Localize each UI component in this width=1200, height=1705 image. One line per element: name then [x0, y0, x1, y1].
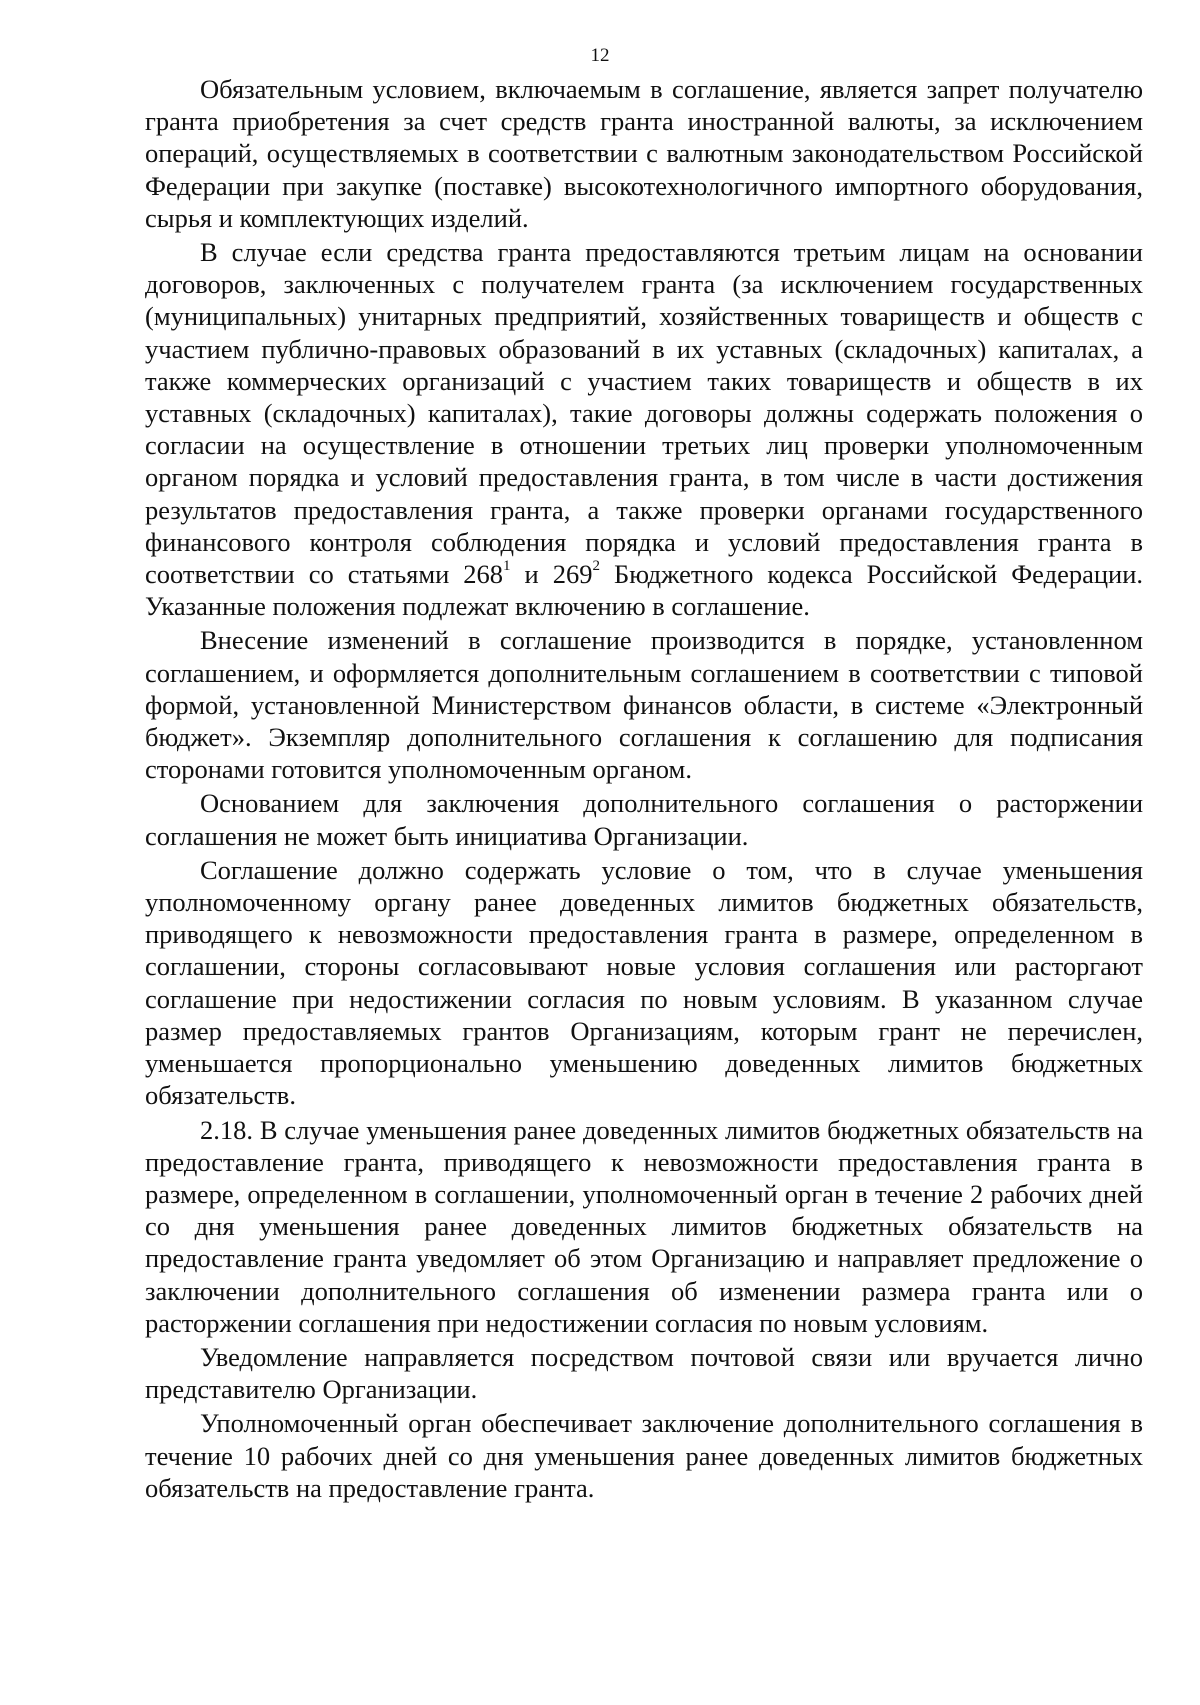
paragraph-text: 2.18. В случае уменьшения ранее доведенных лимитов бюджетных обязательств на предоставление гранта, приводящего к невозможности предоставления гранта в размере, определенном в соглашении, уполномоченный орган в течение 2 рабочих дней со дня уменьшения ранее доведенных лимитов бюджетных обязательств на предоставление гранта уведомляет об этом Организацию и направляет предложение о заключении дополнительного соглашения об изменении размера гранта или о расторжении соглашения при недостижении согласия по новым условиям.: [145, 1114, 1143, 1338]
paragraph-text: Основанием для заключения дополнительного соглашения о расторжении соглашения не может быть инициатива Организации.: [145, 788, 1143, 851]
article-superscript: 1: [503, 558, 511, 575]
paragraph-text: Бюджетного кодекса Российской Федерации. Указанные положения подлежат включению в соглашение.: [145, 559, 1144, 622]
paragraph-text: и 269: [510, 559, 593, 590]
paragraph-text: В случае если средства гранта предоставляются третьим лицам на основании договоров, заключенных с получателем гранта (за исключением государственных (муниципальных) унитарных предприятий, хозяйственных товариществ и обществ с участием публично-правовых образований в их уставных (складочных) капиталах, а также коммерческих организаций с участием таких товариществ и обществ в их уставных (складочных) капиталах), такие договоры должны содержать положения о согласии на осуществление в отношении третьих лиц проверки уполномоченным органом порядка и условий предоставления гранта, в том числе в части достижения результатов предоставления гранта, а также проверки органами государственного финансового контроля соблюдения порядка и условий предоставления гранта в соответствии со статьями 268: [145, 237, 1143, 590]
paragraph-text: Уполномоченный орган обеспечивает заключение дополнительного соглашения в течение 10 рабочих дней со дня уменьшения ранее доведенных лимитов бюджетных обязательств на предоставление гранта.: [145, 1408, 1143, 1503]
paragraph-supplementary-agreement-deadline: [145, 1407, 1143, 1504]
article-superscript: 2: [592, 558, 600, 575]
paragraph-text: Внесение изменений в соглашение производится в порядке, установленном соглашением, и оформляется дополнительным соглашением в соответствии с типовой формой, установленной Министерством финансов области, в системе «Электронный бюджет». Экземпляр дополнительного соглашения к соглашению для подписания сторонами готовится уполномоченным органом.: [145, 625, 1143, 785]
paragraph-clause-2-18: [145, 1114, 1143, 1339]
paragraph-text: Уведомление направляется посредством почтовой связи или вручается лично представителю Организации.: [145, 1341, 1143, 1405]
paragraph-text: Соглашение должно содержать условие о том, что в случае уменьшения уполномоченному органу ранее доведенных лимитов бюджетных обязательств, приводящего к невозможности предоставления гранта в размере, определенном в соглашении, стороны согласовывают новые условия соглашения или расторгают соглашение при недостижении согласия по новым условиям. В указанном случае размер предоставляемых грантов Организациям, которым грант не перечислен, уменьшается пропорционально уменьшению доведенных лимитов бюджетных обязательств.: [145, 854, 1143, 1111]
document-body: [145, 73, 1143, 1506]
paragraph-termination-basis: [145, 787, 1143, 851]
paragraph-foreign-currency-ban: [145, 73, 1143, 234]
page-number: 12: [590, 45, 610, 66]
paragraph-amendments: [145, 624, 1143, 785]
paragraph-text: Обязательным условием, включаемым в соглашение, является запрет получателю гранта приобретения за счет средств гранта иностранной валюты, за исключением операций, осуществляемых в соответствии с валютным законодательством Российской Федерации при закупке (поставке) высокотехнологичного импортного оборудования, сырья и комплектующих изделий.: [145, 74, 1143, 233]
paragraph-notification: [145, 1341, 1143, 1405]
paragraph-limits-reduction-condition: [145, 854, 1143, 1112]
paragraph-third-parties: [145, 236, 1143, 622]
